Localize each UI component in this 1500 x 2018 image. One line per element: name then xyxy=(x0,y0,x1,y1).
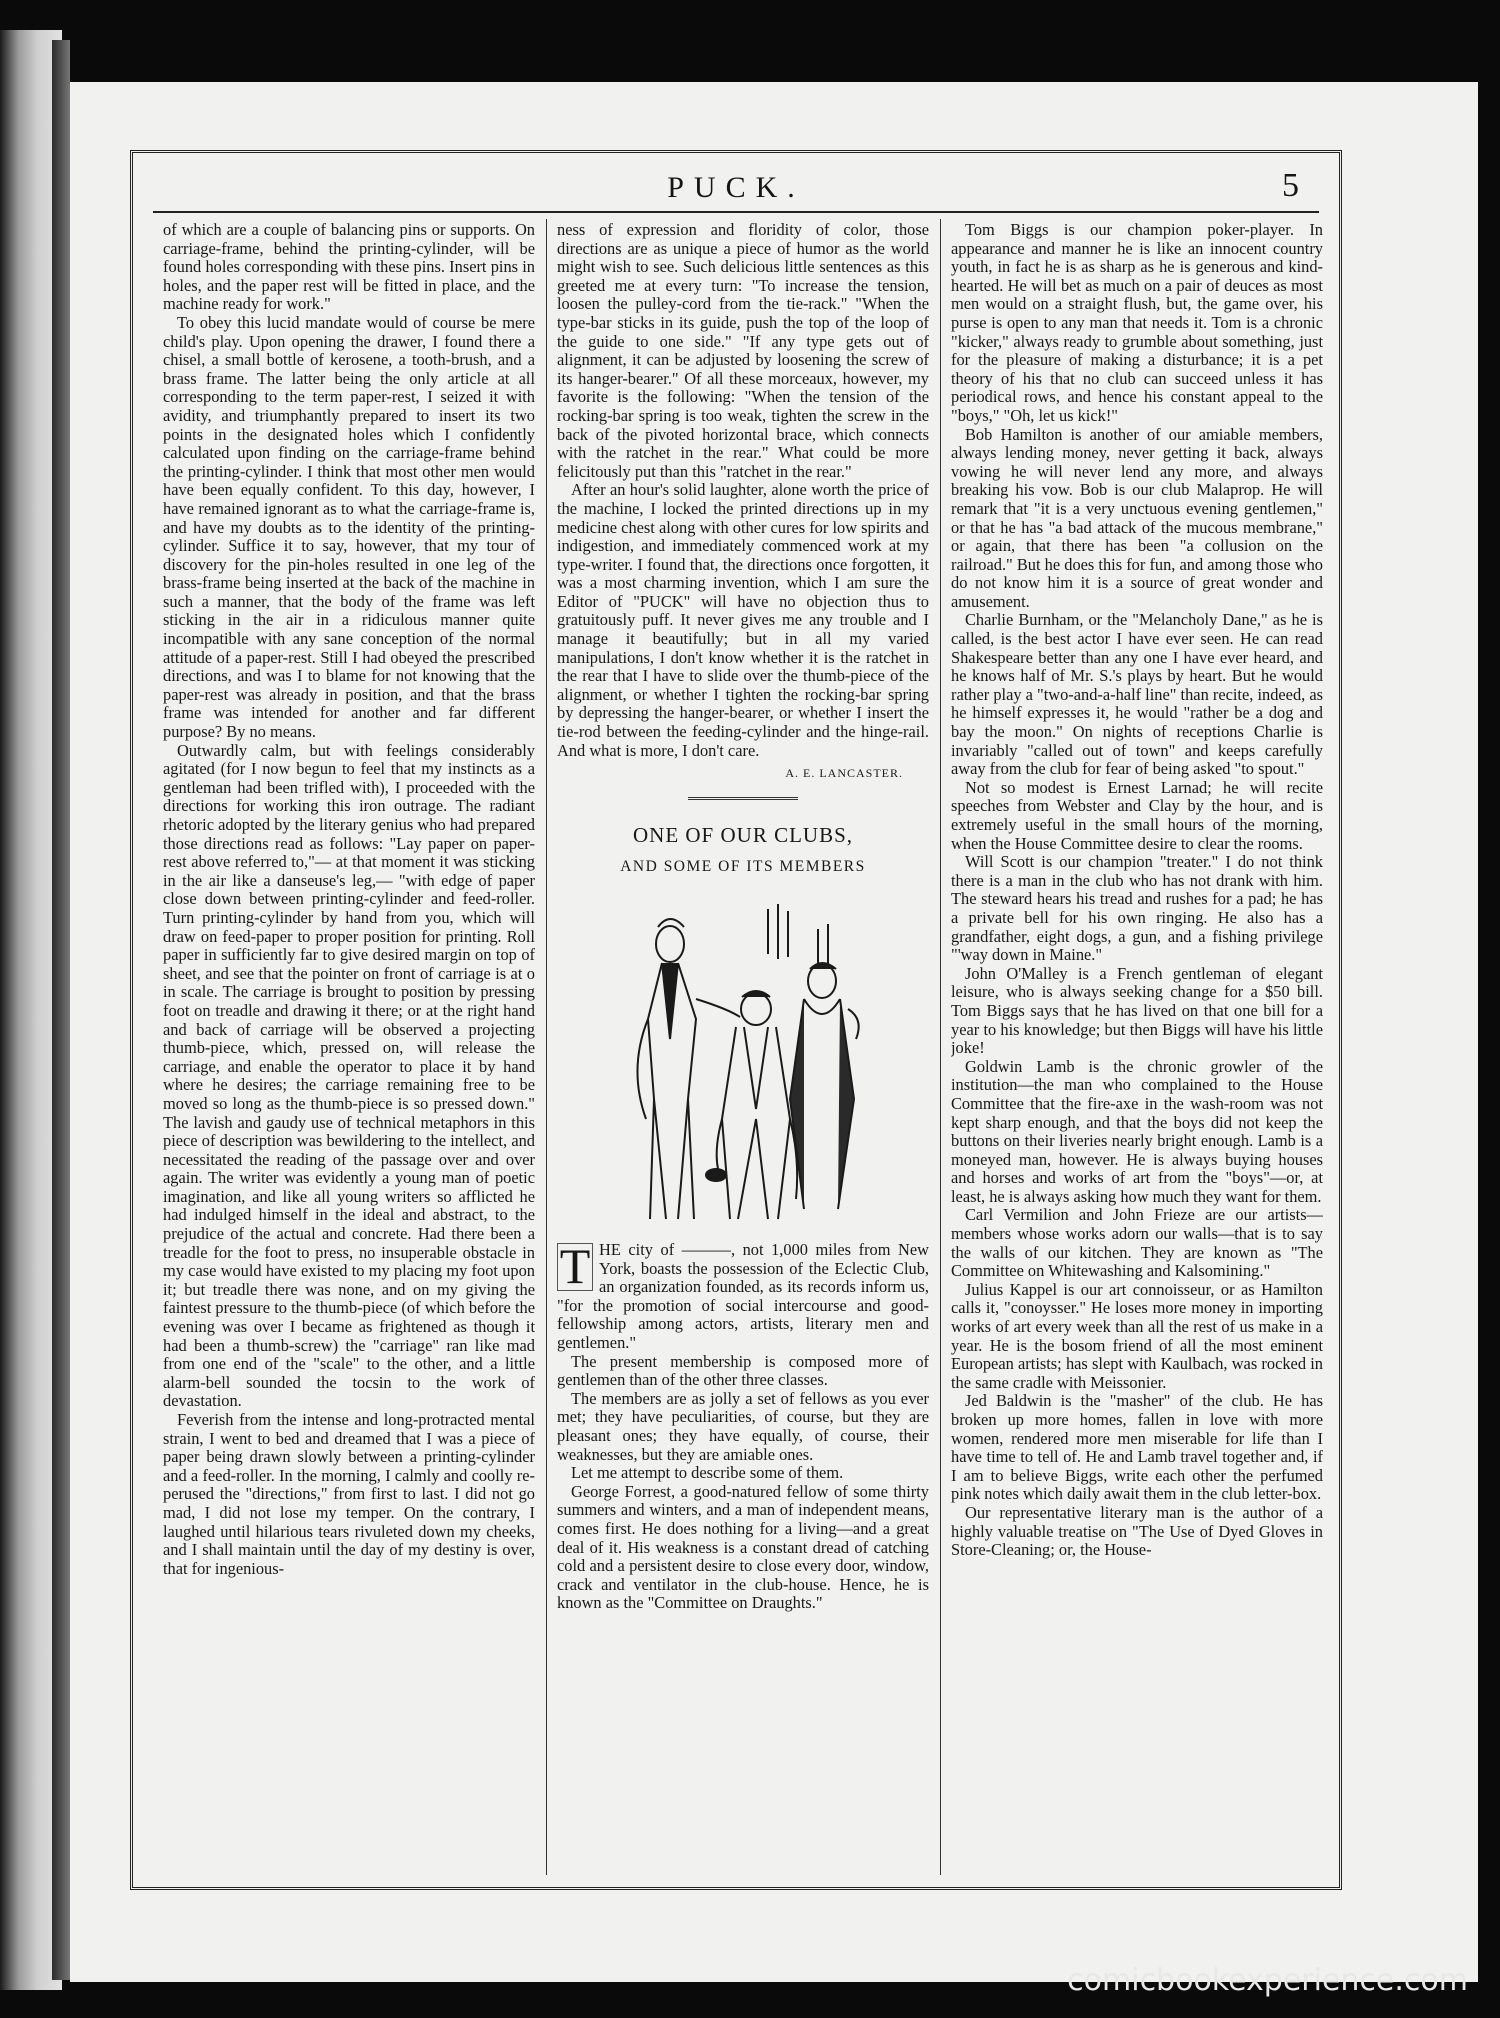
article-title: ONE OF OUR CLUBS, xyxy=(632,822,854,847)
paragraph: Charlie Burnham, or the "Melancholy Dane," as he is called, is the best actor I have ever seen. He can read Shakespeare better than any one I have ever heard, and he knows half of Mr. S.'s plays by heart. But he would rather play a "two-and-a-half line" than recite, indeed, as he himself expresses it, he would "rather be a dog and bay the moon." On nights of receptions Charlie is invariably "called out of town" and keeps carefully away from the club for fear of being asked "to spout." xyxy=(951,610,1323,779)
paragraph: Feverish from the intense and long-protracted mental strain, I went to bed and dreamed that I was a piece of paper being drawn slowly between a printing-cylinder and a feed-roller. In the morning, I calmly and coolly re-perused the "directions," from first to last. I did not go mad, I did not lose my temper. On the contrary, I laughed until hilarious tears rivuleted down my cheeks, and I shall maintain until the day of my destiny is over, that for ingenious- xyxy=(163,1410,535,1578)
watermark-text: comicbookexperience.com xyxy=(1067,1963,1468,1998)
paragraph: Tom Biggs is our champion poker-player. In appearance and manner he is like an innocent country youth, in fact he is as sharp as he is generous and kind-hearted. He will bet as much on a pair of deuces as most men would on a straight flush, but, the game over, his purse is open to any man that needs it. Tom is a chronic "kicker," always ready to grumble about something, just for the pleasure of making a disturbance; it is a pet theory of his that no club can succeed unless it has periodical rows, and hence his constant appeal to the "boys," "Oh, let us kick!" xyxy=(951,221,1323,425)
paragraph: Not so modest is Ernest Larnad; he will recite speeches from Webster and Clay by the hour, and is extremely useful in the small hours of the morning, when the House Committee desire to clear the rooms. xyxy=(951,777,1323,853)
paragraph: Goldwin Lamb is the chronic growler of the institution—the man who complained to the House Committee that the fire-axe in the wash-room was not kept sharp enough, and that the boys did not keep the buttons on their liveries nearly bright enough. Lamb is a moneyed man, however. He is always buying houses and horses and works of art from the "boys"—or, at least, he is always asking how much they want for them. xyxy=(951,1056,1323,1206)
paragraph: Outwardly calm, but with feelings considerably agitated (for I now begun to feel that my instincts as a gentleman had been trifled with), I proceeded with the directions for working this iron outrage. The radiant rhetoric adopted by the literary genius who had prepared those directions read as follows: "Lay paper on paper-rest above referred to,"— at that moment it was sticking in the air like a danseuse's leg,— "with edge of paper close down between printing-cylinder and feed-roller. Turn printing-cylinder by hand from you, which will draw on feed-paper to proper position for printing. Roll paper in sufficiently far to give desired margin on top of sheet, and see that the pointer on front of carriage is at o in scale. The carriage is brought to position by pressing foot on treadle and drawing it there; or at the right hand and back of carriage will be observed a projecting thumb-piece, which, pressed on, will release the carriage, and enable the operator to place it by hand where he desires; the carriage remaining free to be moved so long as the thumb-piece is so pressed down." The lavish and gaudy use of technical metaphors in this piece of description was bewildering to the intellect, and necessitated the reading of the passage over and over again. The writer was evidently a young man of poetic imagination, and like all young writers so afflicted he had indulged himself in the ideal and abstract, to the prejudice of the actual and concrete. Had there been a treadle for the foot to press, no insuperable obstacle in my case would have existed to my placing my foot upon it; but treadle there was none, and on my giving the faintest pressure to the thumb-piece (of which before the evening was over I became as frightened as though it had been a thumb-screw) the "carriage" ran like mad from one end of the "scale" to the other, and a little alarm-bell sounded the tocsin to the work of devastation. xyxy=(163,740,535,1411)
paragraph: Jed Baldwin is the "masher" of the club. He has broken up more homes, fallen in love with more women, rendered more men miserable for life than I have time to tell of. He and Lamb travel together and, if I am to believe Biggs, write each other the perfumed pink notes which daily await them in the club letter-box. xyxy=(951,1391,1323,1504)
column-divider-1 xyxy=(546,219,547,1875)
paragraph: Let me attempt to describe some of them. xyxy=(571,1463,844,1483)
paragraph: The present membership is composed more of gentlemen than of the other three classes. xyxy=(557,1351,929,1390)
dropcap: T xyxy=(557,1243,593,1291)
paragraph: Bob Hamilton is another of our amiable members, always lending money, never getting it back, always vowing he will never lend any more, and always breaking his vow. Bob is our club Malaprop. He will remark that "it is a very unctuous evening gentlemen," or that he has "a bad attack of the mucous membrane," or again, that there has been "a collusion on the railroad." But he does this for fun, and among those who do not know him it is a source of great wonder and amusement. xyxy=(951,424,1323,611)
header-rule xyxy=(153,211,1319,213)
text-column-1 xyxy=(163,221,535,1871)
club-members-illustration xyxy=(618,899,868,1229)
paragraph: of which are a couple of balancing pins or supports. On carriage-frame, behind the printing-cylinder, will be found holes corresponding with these pins. Insert pins in holes, and the paper rest will be fitted in place, and the machine ready for work." xyxy=(163,221,535,314)
paragraph: Will Scott is our champion "treater." I do not think there is a man in the club who has not drank with him. The steward hears his tread and rushes for a pad; he has a private bell for his own ringing. He also has a grandfather, eight dogs, a gun, and a fishing privilege "'way down in Maine." xyxy=(951,852,1323,965)
paragraph: ness of expression and floridity of color, those directions are as unique a piece of humor as the world might wish to see. Such delicious little sentences as this greeted me at every turn: "To increase the tension, loosen the pulley-cord from the tie-rack." "When the type-bar sticks in its guide, push the top of the loop of the guide to one side." "If any type gets out of alignment, it can be adjusted by loosening the screw of its hanger-bearer." Of all these morceaux, however, my favorite is the following: "When the tension of the rocking-bar spring is too weak, tighten the screw in the back of the pivoted horizontal brace, which connects with the ratchet in the rear." What could be more felicitously put than this "ratchet in the rear." xyxy=(557,221,929,481)
page-frame xyxy=(130,150,1342,1890)
text-column-2 xyxy=(557,221,929,1871)
masthead-title: PUCK. xyxy=(667,171,805,204)
paragraph-text: HE city of ———, not 1,000 miles from New York, boasts the possession of the Eclectic Club, an organization founded, as its records inform us, "for the promotion of social intercourse and good-fellowship among actors, artists, literary men and gentlemen." xyxy=(557,1240,929,1352)
paragraph: John O'Malley is a French gentleman of elegant leisure, who is always seeking change for a $50 bill. Tom Biggs says that he has lived on that one bill for a year to his knowledge; but then Biggs will have his little joke! xyxy=(951,963,1323,1058)
paragraph: After an hour's solid laughter, alone worth the price of the machine, I locked the printed directions up in my medicine chest along with other cures for low spirits and indigestion, and immediately commenced work at my type-writer. I found that, the directions once forgotten, it was a most charming invention, which I am sure the Editor of "PUCK" will have no objection thus to gratuitously puff. It never gives me any trouble and I manage it beautifully; but in all my varied manipulations, I don't know whether it is the ratchet in the rear that I have to slide over the thumb-piece of the alignment, or whether I tighten the rocking-bar spring by depressing the hanger-bearer, or whether I insert the tie-rod between the feeding-cylinder and the hinge-rail. And what is more, I don't care. xyxy=(557,480,929,760)
page-number: 5 xyxy=(1282,167,1299,204)
paragraph: George Forrest, a good-natured fellow of some thirty summers and winters, and a man of independent means, comes first. He does nothing for a living—and a great deal of it. His weakness is a constant dread of catching cold and a persistent desire to close every door, window, crack and ventilator in the club-house. Hence, he is known as the "Committee on Draughts." xyxy=(557,1481,929,1613)
author-signature: A. E. LANCASTER. xyxy=(785,766,903,781)
page-gutter-shadow xyxy=(52,40,70,1980)
paragraph xyxy=(557,1238,929,1353)
text-column-3 xyxy=(951,221,1323,1871)
column-divider-2 xyxy=(940,219,941,1875)
section-separator xyxy=(688,797,798,800)
paragraph: Julius Kappel is our art connoisseur, or as Hamilton calls it, "conoysser." He loses more money in importing works of art every week than all the rest of us make in a year. He is the bosom friend of all the most eminent European artists; has slept with Kaulbach, was rocked in the same cradle with Meissonier. xyxy=(951,1279,1323,1392)
paragraph: Our representative literary man is the author of a highly valuable treatise on "The Use of Dyed Gloves in Store-Cleaning; or, the House- xyxy=(951,1502,1323,1560)
paragraph: The members are as jolly a set of fellows as you ever met; they have peculiarities, of course, but they are pleasant ones; they have equally, of course, their weaknesses, but they are amiable ones. xyxy=(557,1388,929,1464)
article-subtitle: AND SOME OF ITS MEMBERS xyxy=(620,858,866,876)
paragraph: To obey this lucid mandate would of course be mere child's play. Upon opening the drawer, I found there a chisel, a small bottle of kerosene, a tooth-brush, and a brass frame. The latter being the only article at all corresponding to the term paper-rest, I seized it with avidity, and triumphantly prepared to insert its two points in the designated holes which I confidently calculated upon finding on the carriage-frame behind the printing-cylinder. I think that most other men would have been equally confident. To this day, however, I have remained ignorant as to what the carriage-frame is, and have my doubts as to the identity of the printing-cylinder. Suffice it to say, however, that my tour of discovery for the pin-holes resulted in one leg of the brass-frame being inserted at the back of the machine in such a manner, that the body of the frame was left sticking in the air in a ridiculous manner quite incompatible with any sane conception of the normal attitude of a paper-rest. Still I had obeyed the prescribed directions, and was I to blame for not knowing that the paper-rest was already in position, and that the brass frame was intended for another and far different purpose? By no means. xyxy=(163,312,535,742)
paragraph: Carl Vermilion and John Frieze are our artists—members whose works adorn our walls—that is to say the walls of our kitchen. They are known as "The Committee on Whitewashing and Kalsomining." xyxy=(951,1205,1323,1281)
